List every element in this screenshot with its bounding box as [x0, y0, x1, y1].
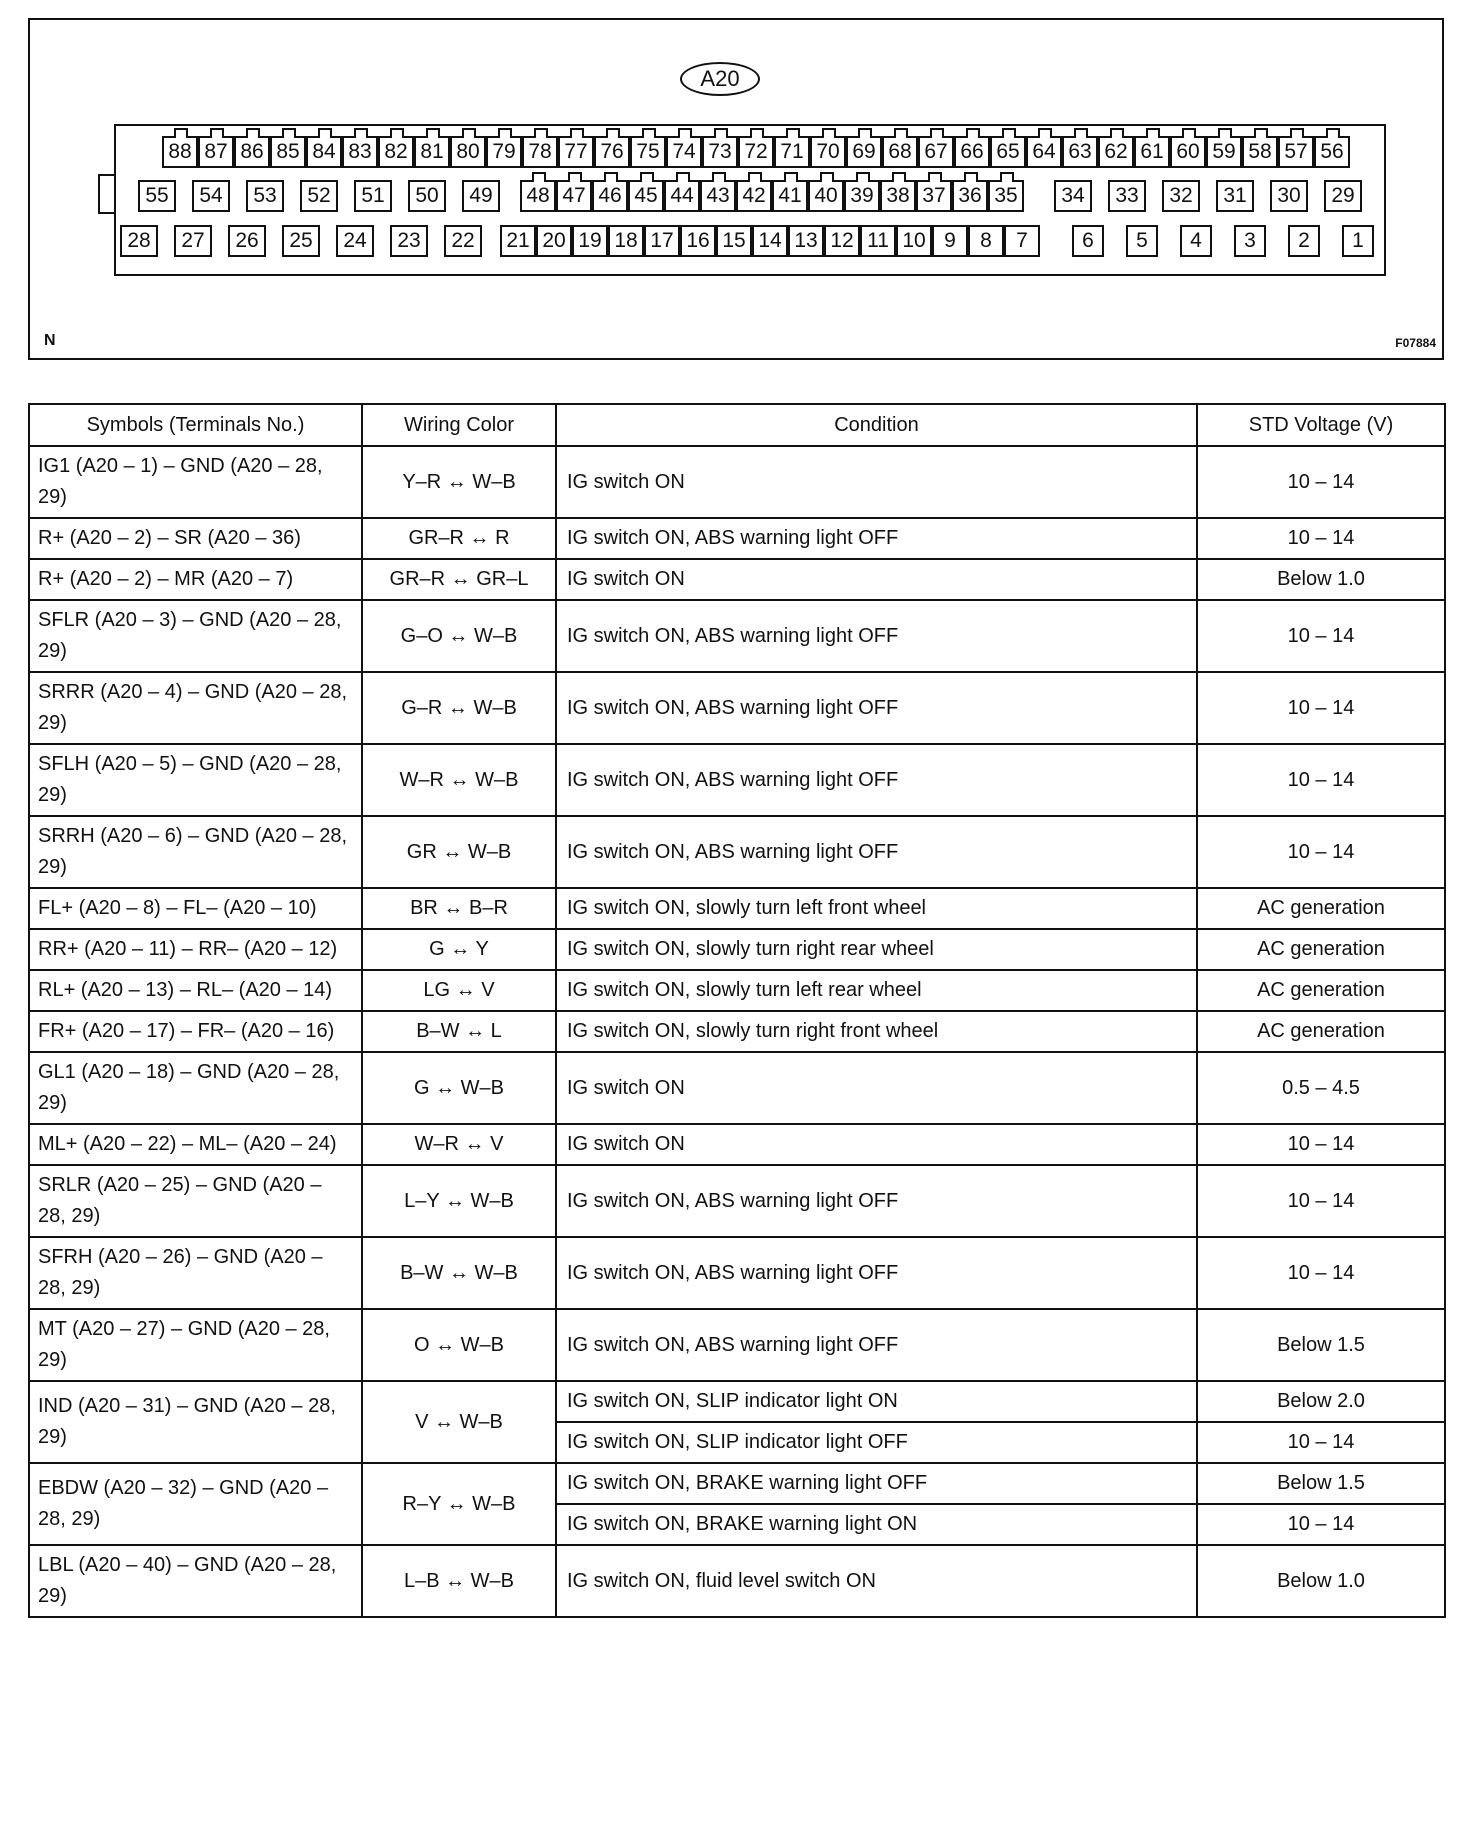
cell-condition: IG switch ON, fluid level switch ON	[556, 1545, 1197, 1617]
connector-pin: 88	[162, 136, 198, 168]
header-condition: Condition	[556, 404, 1197, 446]
cell-condition: IG switch ON, ABS warning light OFF	[556, 1165, 1197, 1237]
connector-pin: 65	[990, 136, 1026, 168]
pin-latch	[568, 172, 582, 182]
cell-condition: IG switch ON, SLIP indicator light ON	[556, 1381, 1197, 1422]
connector-pin: 47	[556, 180, 592, 212]
connector-pin: 60	[1170, 136, 1206, 168]
connector-pin: 49	[462, 180, 500, 212]
connector-pin: 26	[228, 225, 266, 257]
connector-pin: 41	[772, 180, 808, 212]
pin-latch	[786, 128, 800, 138]
connector-pin: 14	[752, 225, 788, 257]
cell-symbol: EBDW (A20 – 32) – GND (A20 – 28, 29)	[29, 1463, 362, 1545]
pin-latch	[1002, 128, 1016, 138]
table-row	[29, 1309, 1445, 1381]
cell-condition: IG switch ON	[556, 446, 1197, 518]
cell-condition: IG switch ON, ABS warning light OFF	[556, 672, 1197, 744]
pin-latch	[640, 172, 654, 182]
figure-code: F07884	[1395, 336, 1436, 350]
connector-pin: 77	[558, 136, 594, 168]
pin-latch	[856, 172, 870, 182]
connector-pin: 68	[882, 136, 918, 168]
table-row	[29, 929, 1445, 970]
connector-pin: 24	[336, 225, 374, 257]
cell-wiring-color: G ↔ Y	[362, 929, 556, 970]
cell-condition: IG switch ON, BRAKE warning light ON	[556, 1504, 1197, 1545]
connector-pin: 86	[234, 136, 270, 168]
connector-pin: 82	[378, 136, 414, 168]
header-wiring-color: Wiring Color	[362, 404, 556, 446]
connector-pin: 87	[198, 136, 234, 168]
cell-symbol: GL1 (A20 – 18) – GND (A20 – 28, 29)	[29, 1052, 362, 1124]
pin-latch	[606, 128, 620, 138]
pin-latch	[1326, 128, 1340, 138]
cell-wiring-color: L–B ↔ W–B	[362, 1545, 556, 1617]
connector-pin: 48	[520, 180, 556, 212]
connector-pin: 61	[1134, 136, 1170, 168]
cell-std-voltage: AC generation	[1197, 1011, 1445, 1052]
connector-pin: 17	[644, 225, 680, 257]
cell-condition: IG switch ON, slowly turn left rear wheel	[556, 970, 1197, 1011]
connector-pin: 29	[1324, 180, 1362, 212]
cell-std-voltage: 10 – 14	[1197, 446, 1445, 518]
connector-pin: 55	[138, 180, 176, 212]
pin-latch	[462, 128, 476, 138]
table-row	[29, 1545, 1445, 1617]
cell-std-voltage: Below 1.5	[1197, 1463, 1445, 1504]
connector-pin: 56	[1314, 136, 1350, 168]
pin-latch	[498, 128, 512, 138]
pin-latch	[930, 128, 944, 138]
pin-latch	[894, 128, 908, 138]
connector-pin: 19	[572, 225, 608, 257]
pin-latch	[532, 172, 546, 182]
connector-pin: 85	[270, 136, 306, 168]
connector-pin: 78	[522, 136, 558, 168]
cell-symbol: SFRH (A20 – 26) – GND (A20 – 28, 29)	[29, 1237, 362, 1309]
connector-pin: 43	[700, 180, 736, 212]
connector-pin: 75	[630, 136, 666, 168]
connector-pin: 73	[702, 136, 738, 168]
table-row	[29, 518, 1445, 559]
terminal-voltage-table	[28, 403, 1446, 1618]
pin-latch	[426, 128, 440, 138]
connector-pin: 12	[824, 225, 860, 257]
cell-wiring-color: B–W ↔ L	[362, 1011, 556, 1052]
pin-latch	[174, 128, 188, 138]
cell-wiring-color: W–R ↔ W–B	[362, 744, 556, 816]
cell-wiring-color: Y–R ↔ W–B	[362, 446, 556, 518]
connector-diagram-panel	[28, 18, 1444, 360]
cell-symbol: SFLR (A20 – 3) – GND (A20 – 28, 29)	[29, 600, 362, 672]
table-row	[29, 1052, 1445, 1124]
cell-condition: IG switch ON, ABS warning light OFF	[556, 600, 1197, 672]
pin-latch	[748, 172, 762, 182]
pin-latch	[1146, 128, 1160, 138]
connector-pin: 18	[608, 225, 644, 257]
pin-latch	[354, 128, 368, 138]
cell-std-voltage: AC generation	[1197, 888, 1445, 929]
cell-condition: IG switch ON	[556, 1052, 1197, 1124]
connector-pin: 8	[968, 225, 1004, 257]
pin-latch	[390, 128, 404, 138]
connector-label: A20	[680, 62, 760, 96]
cell-condition: IG switch ON, BRAKE warning light OFF	[556, 1463, 1197, 1504]
pin-latch	[1000, 172, 1014, 182]
connector-pin: 1	[1342, 225, 1374, 257]
cell-std-voltage: 10 – 14	[1197, 816, 1445, 888]
cell-symbol: SRRH (A20 – 6) – GND (A20 – 28, 29)	[29, 816, 362, 888]
cell-condition: IG switch ON	[556, 1124, 1197, 1165]
connector-pin: 79	[486, 136, 522, 168]
cell-symbol: IG1 (A20 – 1) – GND (A20 – 28, 29)	[29, 446, 362, 518]
connector-pin: 62	[1098, 136, 1134, 168]
connector-pin: 36	[952, 180, 988, 212]
connector-pin: 3	[1234, 225, 1266, 257]
cell-symbol: ML+ (A20 – 22) – ML– (A20 – 24)	[29, 1124, 362, 1165]
table-row	[29, 1165, 1445, 1237]
cell-wiring-color: L–Y ↔ W–B	[362, 1165, 556, 1237]
table-row	[29, 970, 1445, 1011]
pin-latch	[822, 128, 836, 138]
connector-pin: 6	[1072, 225, 1104, 257]
cell-wiring-color: G–O ↔ W–B	[362, 600, 556, 672]
cell-symbol: LBL (A20 – 40) – GND (A20 – 28, 29)	[29, 1545, 362, 1617]
cell-condition: IG switch ON, ABS warning light OFF	[556, 1237, 1197, 1309]
connector-pin: 51	[354, 180, 392, 212]
pin-latch	[642, 128, 656, 138]
connector-pin: 67	[918, 136, 954, 168]
pin-latch	[714, 128, 728, 138]
connector-pin: 33	[1108, 180, 1146, 212]
cell-wiring-color: O ↔ W–B	[362, 1309, 556, 1381]
pin-latch	[1290, 128, 1304, 138]
connector-pin: 16	[680, 225, 716, 257]
pin-latch	[246, 128, 260, 138]
connector-pin: 4	[1180, 225, 1212, 257]
table-row	[29, 559, 1445, 600]
connector-pin: 40	[808, 180, 844, 212]
header-symbols: Symbols (Terminals No.)	[29, 404, 362, 446]
connector-pin: 23	[390, 225, 428, 257]
connector-pin: 2	[1288, 225, 1320, 257]
connector-pin: 69	[846, 136, 882, 168]
pin-latch	[678, 128, 692, 138]
cell-condition: IG switch ON, ABS warning light OFF	[556, 518, 1197, 559]
cell-wiring-color: B–W ↔ W–B	[362, 1237, 556, 1309]
connector-pin: 83	[342, 136, 378, 168]
connector-pin: 10	[896, 225, 932, 257]
cell-wiring-color: GR–R ↔ R	[362, 518, 556, 559]
connector-pin: 74	[666, 136, 702, 168]
pin-latch	[1074, 128, 1088, 138]
cell-symbol: RL+ (A20 – 13) – RL– (A20 – 14)	[29, 970, 362, 1011]
connector-pin: 45	[628, 180, 664, 212]
table-row	[29, 1124, 1445, 1165]
connector-pin: 5	[1126, 225, 1158, 257]
cell-condition: IG switch ON, SLIP indicator light OFF	[556, 1422, 1197, 1463]
orientation-label: N	[44, 332, 56, 349]
table-row	[29, 888, 1445, 929]
table-row	[29, 672, 1445, 744]
cell-symbol: RR+ (A20 – 11) – RR– (A20 – 12)	[29, 929, 362, 970]
cell-std-voltage: Below 2.0	[1197, 1381, 1445, 1422]
cell-std-voltage: 10 – 14	[1197, 518, 1445, 559]
cell-symbol: R+ (A20 – 2) – MR (A20 – 7)	[29, 559, 362, 600]
table-row	[29, 446, 1445, 518]
pin-latch	[318, 128, 332, 138]
connector-pin: 57	[1278, 136, 1314, 168]
connector-pin: 70	[810, 136, 846, 168]
connector-pin: 28	[120, 225, 158, 257]
pin-latch	[712, 172, 726, 182]
cell-symbol: FL+ (A20 – 8) – FL– (A20 – 10)	[29, 888, 362, 929]
cell-condition: IG switch ON	[556, 559, 1197, 600]
connector-pin: 7	[1004, 225, 1040, 257]
pin-latch	[858, 128, 872, 138]
cell-std-voltage: Below 1.0	[1197, 1545, 1445, 1617]
table-row	[29, 1381, 1445, 1422]
cell-wiring-color: G ↔ W–B	[362, 1052, 556, 1124]
connector-pin: 81	[414, 136, 450, 168]
connector-pin: 58	[1242, 136, 1278, 168]
cell-symbol: IND (A20 – 31) – GND (A20 – 28, 29)	[29, 1381, 362, 1463]
connector-pin: 27	[174, 225, 212, 257]
pin-latch	[1254, 128, 1268, 138]
connector-pin: 44	[664, 180, 700, 212]
pin-latch	[784, 172, 798, 182]
cell-wiring-color: V ↔ W–B	[362, 1381, 556, 1463]
connector-pin: 9	[932, 225, 968, 257]
connector-pin: 31	[1216, 180, 1254, 212]
connector-pin: 38	[880, 180, 916, 212]
connector-pin: 59	[1206, 136, 1242, 168]
connector-pin: 30	[1270, 180, 1308, 212]
pin-latch	[534, 128, 548, 138]
table-row	[29, 816, 1445, 888]
cell-condition: IG switch ON, ABS warning light OFF	[556, 816, 1197, 888]
cell-std-voltage: Below 1.0	[1197, 559, 1445, 600]
cell-condition: IG switch ON, slowly turn left front wheel	[556, 888, 1197, 929]
connector-pin: 21	[500, 225, 536, 257]
connector-pin: 25	[282, 225, 320, 257]
connector-pin: 50	[408, 180, 446, 212]
table-header-row	[29, 404, 1445, 446]
cell-symbol: FR+ (A20 – 17) – FR– (A20 – 16)	[29, 1011, 362, 1052]
table-row	[29, 744, 1445, 816]
connector-pin: 22	[444, 225, 482, 257]
pin-latch	[820, 172, 834, 182]
pin-latch	[928, 172, 942, 182]
connector-pin: 84	[306, 136, 342, 168]
connector-pin: 35	[988, 180, 1024, 212]
cell-std-voltage: 10 – 14	[1197, 600, 1445, 672]
pin-latch	[1110, 128, 1124, 138]
cell-std-voltage: 10 – 14	[1197, 1237, 1445, 1309]
table-row	[29, 1237, 1445, 1309]
connector-pin: 42	[736, 180, 772, 212]
connector-pin: 63	[1062, 136, 1098, 168]
cell-condition: IG switch ON, slowly turn right rear wheel	[556, 929, 1197, 970]
table-row	[29, 600, 1445, 672]
pin-latch	[964, 172, 978, 182]
cell-wiring-color: W–R ↔ V	[362, 1124, 556, 1165]
connector-pin: 72	[738, 136, 774, 168]
connector-pin: 64	[1026, 136, 1062, 168]
connector-pin: 66	[954, 136, 990, 168]
cell-std-voltage: 0.5 – 4.5	[1197, 1052, 1445, 1124]
cell-wiring-color: G–R ↔ W–B	[362, 672, 556, 744]
cell-std-voltage: 10 – 14	[1197, 1124, 1445, 1165]
cell-symbol: SRLR (A20 – 25) – GND (A20 – 28, 29)	[29, 1165, 362, 1237]
connector-pin: 11	[860, 225, 896, 257]
cell-wiring-color: R–Y ↔ W–B	[362, 1463, 556, 1545]
cell-symbol: SFLH (A20 – 5) – GND (A20 – 28, 29)	[29, 744, 362, 816]
table-row	[29, 1011, 1445, 1052]
cell-std-voltage: 10 – 14	[1197, 1422, 1445, 1463]
cell-symbol: R+ (A20 – 2) – SR (A20 – 36)	[29, 518, 362, 559]
pin-latch	[570, 128, 584, 138]
connector-pin: 15	[716, 225, 752, 257]
cell-std-voltage: 10 – 14	[1197, 1165, 1445, 1237]
pin-latch	[1038, 128, 1052, 138]
connector-pin: 52	[300, 180, 338, 212]
connector-pin: 53	[246, 180, 284, 212]
table-body	[29, 446, 1445, 1617]
pin-latch	[750, 128, 764, 138]
pin-latch	[210, 128, 224, 138]
pin-latch	[1182, 128, 1196, 138]
cell-std-voltage: 10 – 14	[1197, 672, 1445, 744]
header-std-voltage: STD Voltage (V)	[1197, 404, 1445, 446]
cell-std-voltage: Below 1.5	[1197, 1309, 1445, 1381]
cell-wiring-color: GR ↔ W–B	[362, 816, 556, 888]
pin-latch	[1218, 128, 1232, 138]
cell-wiring-color: LG ↔ V	[362, 970, 556, 1011]
connector-pin: 20	[536, 225, 572, 257]
pin-latch	[892, 172, 906, 182]
connector-pin: 71	[774, 136, 810, 168]
connector-pin: 13	[788, 225, 824, 257]
table-row	[29, 1463, 1445, 1504]
cell-std-voltage: AC generation	[1197, 970, 1445, 1011]
cell-wiring-color: BR ↔ B–R	[362, 888, 556, 929]
pin-latch	[966, 128, 980, 138]
cell-std-voltage: 10 – 14	[1197, 744, 1445, 816]
connector-pin: 39	[844, 180, 880, 212]
pin-latch	[676, 172, 690, 182]
connector-pin: 46	[592, 180, 628, 212]
cell-condition: IG switch ON, ABS warning light OFF	[556, 744, 1197, 816]
pin-latch	[282, 128, 296, 138]
connector-pin: 32	[1162, 180, 1200, 212]
connector-pin: 34	[1054, 180, 1092, 212]
connector-pin: 54	[192, 180, 230, 212]
cell-symbol: SRRR (A20 – 4) – GND (A20 – 28, 29)	[29, 672, 362, 744]
cell-std-voltage: 10 – 14	[1197, 1504, 1445, 1545]
cell-condition: IG switch ON, ABS warning light OFF	[556, 1309, 1197, 1381]
connector-pin: 80	[450, 136, 486, 168]
pin-latch	[604, 172, 618, 182]
cell-symbol: MT (A20 – 27) – GND (A20 – 28, 29)	[29, 1309, 362, 1381]
cell-wiring-color: GR–R ↔ GR–L	[362, 559, 556, 600]
cell-std-voltage: AC generation	[1197, 929, 1445, 970]
cell-condition: IG switch ON, slowly turn right front wheel	[556, 1011, 1197, 1052]
connector-pin: 37	[916, 180, 952, 212]
connector-pin: 76	[594, 136, 630, 168]
